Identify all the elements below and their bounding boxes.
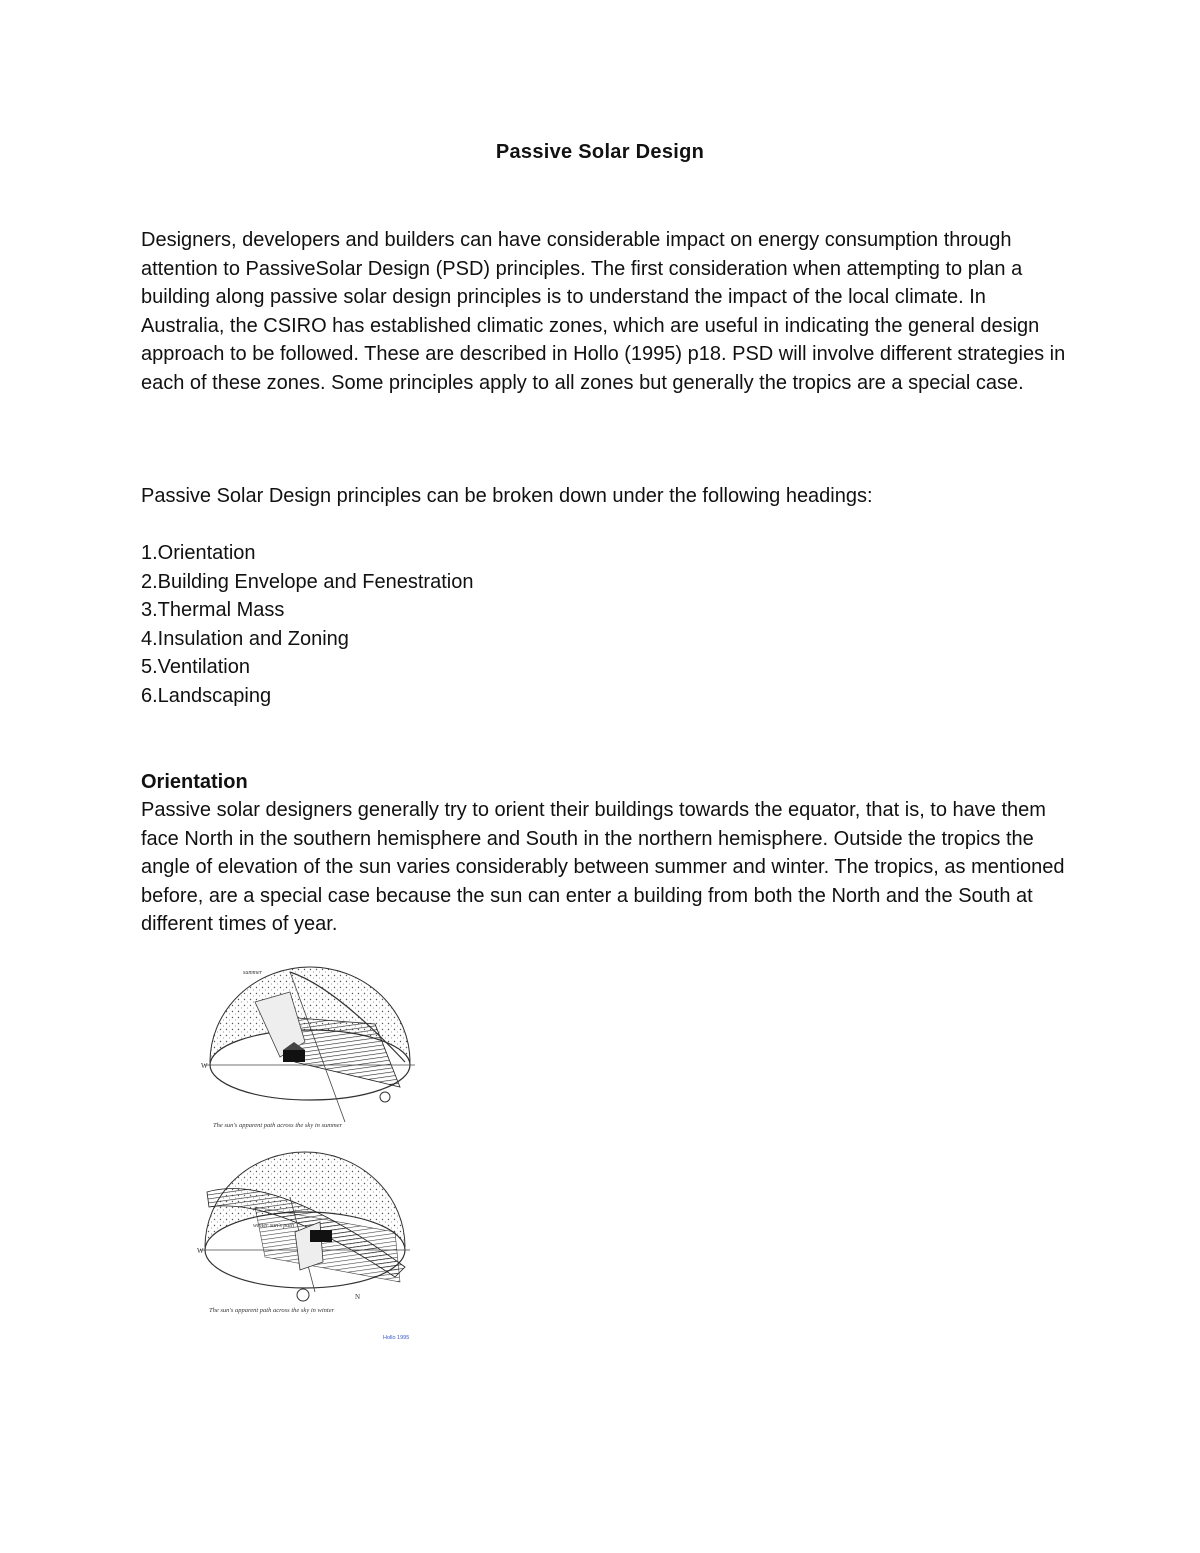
principles-list	[141, 539, 473, 711]
section-heading-orientation: Orientation	[141, 771, 248, 793]
summer-label: summer	[243, 970, 262, 976]
list-item: 2.Building Envelope and Fenestration	[141, 570, 474, 593]
summer-caption: The sun's apparent path across the sky in summer	[213, 1122, 343, 1129]
axis-label-w-top: W	[201, 1062, 208, 1070]
summer-sun-path-diagram	[201, 967, 415, 1129]
winter-sun-path-diagram	[197, 1152, 410, 1314]
list-item: 4.Insulation and Zoning	[141, 627, 349, 650]
list-intro: Passive Solar Design principles can be broken down under the following headings:	[141, 485, 873, 507]
winter-label: winter sun's path	[253, 1223, 294, 1229]
winter-caption: The sun's apparent path across the sky in winter	[209, 1307, 335, 1314]
axis-label-w-bottom: W	[197, 1247, 204, 1255]
list-item: 3.Thermal Mass	[141, 599, 285, 622]
orientation-paragraph: Passive solar designers generally try to orient their buildings towards the equator, that is, to have them face North in the southern hemisphere and South in the northern hemisphere. Outside the tropics the angle of elevation of the sun varies considerably between summer and winter. The tropics, as mentioned before, are a special case because the sun can enter a building from both the North and the South at different times of year.	[141, 799, 1065, 935]
figure-credit: Hollo 1995	[383, 1335, 410, 1341]
list-item: 6.Landscaping	[141, 684, 272, 707]
list-item: 5.Ventilation	[141, 656, 250, 679]
axis-label-n: N	[355, 1293, 361, 1301]
page-title: Passive Solar Design	[495, 141, 705, 163]
intro-paragraph: Designers, developers and builders can have considerable impact on energy consumption through attention to PassiveSolar Design (PSD) principles. The first consideration when attempting to plan a building along passive solar design principles is to understand the impact of the local climate. In Australia, the CSIRO has established climatic zones, which are useful in indicating the general design approach to be followed. These are described in Hollo (1995) p18. PSD will involve different strategies in each of these zones. Some principles apply to all zones but generally the tropics are a special case.	[141, 229, 1066, 394]
sun-path-figure	[195, 962, 440, 1347]
list-item: 1.Orientation	[141, 542, 256, 564]
